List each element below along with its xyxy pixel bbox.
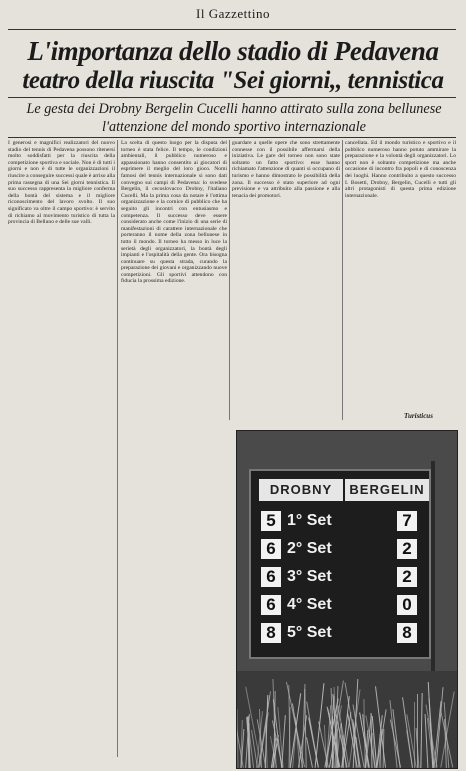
article-column-1: I generosi e magnifici realizzatori del nuovo stadio del tennis di Pedavena possono ritenersi molto soddisfatti per la riuscita della competizione sportiva e sociale. Non è di tutti i giorni e non è di tutte le organizzazioni il riuscire a conseguire successi quale è arriso alla prima rassegna di una Sei giorni tennistica. Il suo successo rappresenta la migliore conferma della bontà del sistema e il migliore riconoscimento del lavoro svolto. Il suo significato va oltre il campo sportivo: è servito di richiamo al movimento turistico di tutta la provincia di Belluno e delle sue valli.: [8, 140, 115, 226]
masthead: [0, 0, 466, 28]
subheadline: Le gesta dei Drobny Bergelin Cucelli hanno attirato sulla zona bellunese l'attenzione del mondo sportivo internazionale: [26, 101, 442, 135]
grass-blade: [420, 693, 422, 768]
player-1-set-1-score: 5: [261, 511, 281, 531]
player-2-name: BERGELIN: [345, 479, 429, 501]
scoreboard-pole: [431, 461, 435, 691]
grass-blade: [402, 697, 413, 767]
article-column-4: cancellata. Ed il mondo turistico e sportivo e il pubblico numeroso hanno potuto ammirare la preparazione e la volontà degli organizzatori. Lo sport non è soltanto competizione ma anche occasione di incontro fra popoli e di conoscenza dei luoghi. Hanno contribuito a questo successo I. Bosetti, Drobny, Bergelin, Cucelli e tutti gli altri protagonisti di questa prima edizione internazionale.: [345, 140, 456, 199]
set-3-label: 3° Set: [287, 568, 332, 585]
scoreboard-photo: [236, 430, 458, 769]
scoreboard: [249, 469, 431, 659]
deck-rule: [8, 137, 456, 138]
top-rule: [8, 29, 456, 30]
grass-blade: [414, 702, 415, 768]
player-1-set-5-score: 8: [261, 623, 281, 643]
player-2-set-3-score: 2: [397, 567, 417, 587]
set-4-label: 4° Set: [287, 596, 332, 613]
player-1-set-2-score: 6: [261, 539, 281, 559]
grass-foreground: [237, 671, 457, 768]
headline-rule: [8, 97, 456, 98]
headline-line-2: teatro della riuscita "Sei giorni,, tennistica: [22, 67, 444, 94]
player-2-set-4-score: 0: [397, 595, 417, 615]
article-column-3: guardare a quelle opere che sono strettamente connesse con il possibile affermarsi della iniziativa. Le gare del torneo non sono state soltanto un fatto sportivo: esse hanno richiamato l'attenzione di quanti si occupano di turismo e hanno dimostrato le possibilità della zona. Il successo è stato superiore ad ogni previsione e va attribuito alla passione e alla tenacia dei promotori.: [232, 140, 340, 199]
set-5-label: 5° Set: [287, 624, 332, 641]
player-2-set-1-score: 7: [397, 511, 417, 531]
column-divider: [117, 140, 118, 757]
set-2-label: 2° Set: [287, 540, 332, 557]
player-1-set-3-score: 6: [261, 567, 281, 587]
player-1-set-4-score: 6: [261, 595, 281, 615]
set-1-label: 1° Set: [287, 512, 332, 529]
player-2-set-5-score: 8: [397, 623, 417, 643]
headline-line-1: L'importanza dello stadio di Pedavena: [27, 36, 439, 66]
column-divider: [229, 140, 230, 420]
player-1-name: DROBNY: [259, 479, 343, 501]
newspaper-name: Il Gazzettino: [196, 6, 270, 21]
grass-blade: [417, 694, 418, 768]
article-column-2: La scelta di questo luogo per la disputa del torneo è stata felice. Il tempo, le condizioni ambientali, il pubblico numeroso e appassionato hanno consentito ai giocatori di esprimere il meglio del loro gioco. Nomi famosi del tennis internazionale si sono dati convegno sui campi di Pedavena: lo svedese Bergelin, il cecoslovacco Drobny, l'italiano Cucelli. Ma la prima cosa da notare è l'ottima organizzazione e la cornice di pubblico che ha seguito gli incontri con entusiasmo e competenza. Il successo deve essere considerato anche come l'inizio di una serie di manifestazioni di carattere internazionale che porteranno il nome della zona bellunese in tutto il mondo. Il torneo ha messo in luce la serietà degli organizzatori, la bontà degli impianti e l'ospitalità della gente. Ora bisogna continuare su questa strada, curando la preparazione dei giovani e organizzando nuove competizioni. Gli sportivi attendono con fiducia la prossima edizione.: [121, 140, 227, 285]
grass-blade: [306, 701, 319, 767]
grass-blade: [434, 701, 442, 768]
author-signature: Turisticus: [404, 412, 433, 420]
column-divider: [342, 140, 343, 420]
player-2-set-2-score: 2: [397, 539, 417, 559]
